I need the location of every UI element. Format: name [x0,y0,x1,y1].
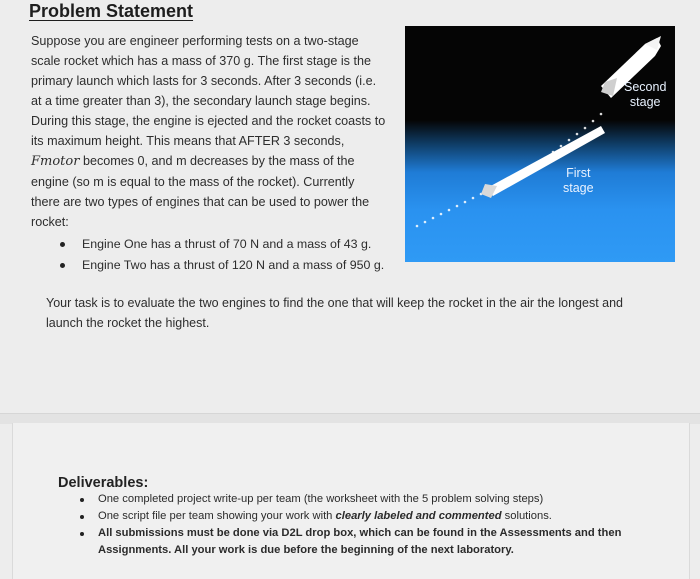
engine-two-item: Engine Two has a thrust of 120 N and a mass of 950 g. [52,255,384,276]
rocket-stage-illustration [405,26,675,262]
text-line: launch the rocket the highest. [46,316,210,330]
text-line: During this stage, the engine is ejected and the rocket coasts to [31,114,386,128]
text-line: rocket: [31,215,69,229]
task-description [46,293,646,333]
math-fmotor: Fmotor [31,154,80,169]
label-line: stage [629,95,661,109]
label-line: First [566,166,591,180]
deliverable-item [76,508,636,525]
deliverable-item: One completed project write-up per team (the worksheet with the 5 problem solving steps) [76,491,636,508]
label-line: Second [624,80,667,94]
deliverable-item: All submissions must be done via D2L drop box, which can be found in the Assessments and then Assignments. All your work is due before the beginning of the next laboratory. [76,525,636,559]
text-span: solutions. [501,510,552,522]
text-line: at a time greater than 3), the secondary launch stage begins. [31,94,371,108]
text-line: its maximum height. This means that AFTER 3 seconds, [31,134,345,148]
engine-list [52,234,384,276]
text-line: Suppose you are engineer performing tests on a two-stage [31,34,359,48]
deliverables-heading: Deliverables: [58,475,149,491]
problem-description [31,31,411,232]
text-span: becomes 0, and m decreases by the mass of the [79,154,355,168]
text-line: primary launch which lasts for 3 seconds. After 3 seconds (i.e. [31,74,377,88]
first-stage-label [563,166,594,196]
text-span: One script file per team showing your work with [98,510,336,522]
deliverables-list [76,491,636,559]
second-stage-label [624,80,666,110]
text-line: engine (so m is equal to the mass of the rocket). Currently [31,175,355,189]
label-line: stage [563,181,594,195]
text-line: scale rocket which has a mass of 370 g. The first stage is the [31,54,371,68]
text-line [31,151,411,172]
page-title: Problem Statement [29,1,194,21]
rocket-diagram [405,26,675,262]
emphasis-text: clearly labeled and commented [335,510,502,522]
text-line: there are two types of engines that can be used to power the [31,195,370,209]
engine-one-item: Engine One has a thrust of 70 N and a mass of 43 g. [52,234,384,255]
text-line: Your task is to evaluate the two engines to find the one that will keep the rocket in the air the longest and [46,296,623,310]
